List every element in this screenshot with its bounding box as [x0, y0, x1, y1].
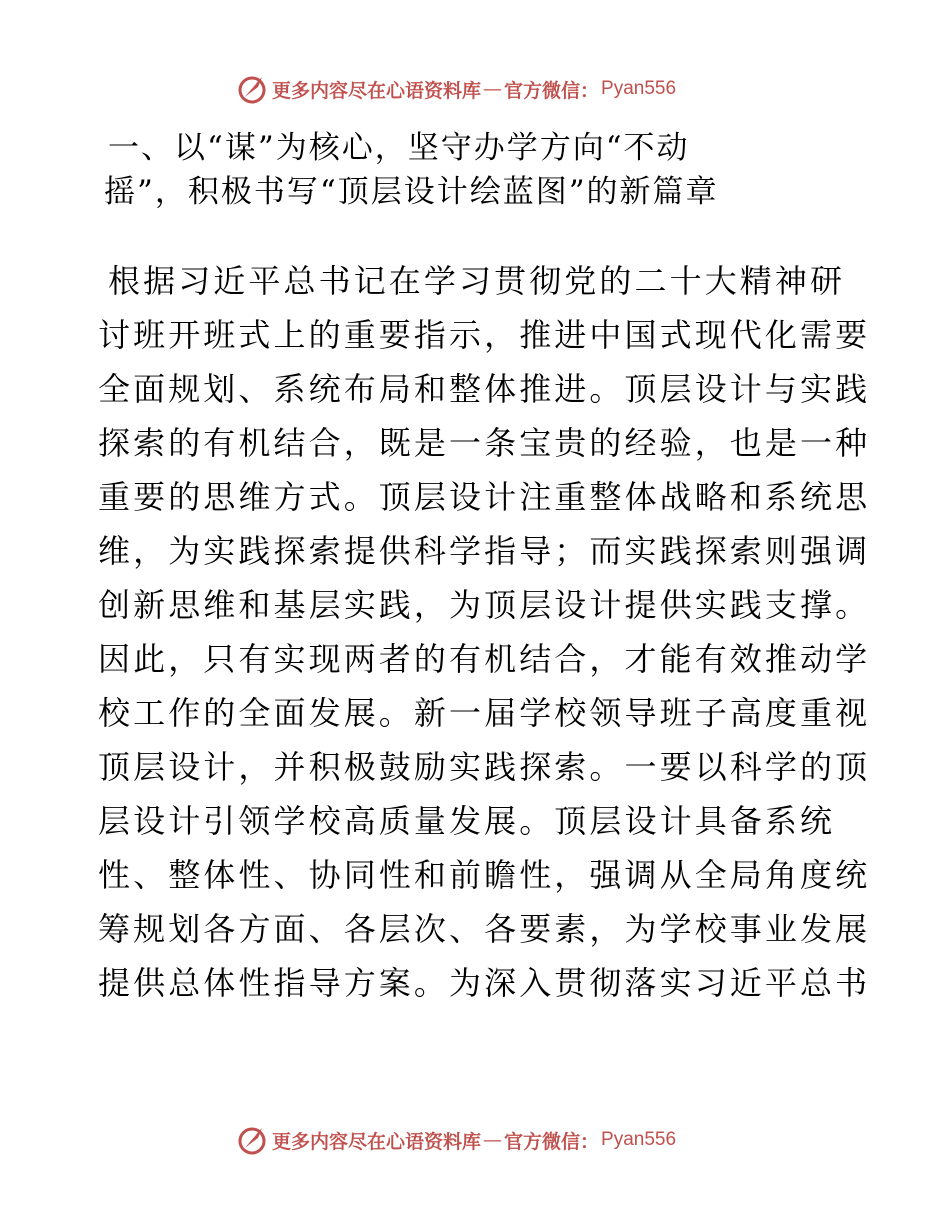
watermark-banner-top	[236, 72, 676, 106]
heading-line: 一、以“谋”为核心，坚守办学方向“不动	[108, 130, 690, 166]
body-line: 顶层设计，并积极鼓励实践探索。一要以科学的顶	[98, 748, 871, 786]
heading-line: 摇”，积极书写“顶层设计绘蓝图”的新篇章	[104, 174, 719, 210]
body-line: 性、整体性、协同性和前瞻性，强调从全局角度统	[98, 856, 871, 894]
body-line: 校工作的全面发展。新一届学校领导班子高度重视	[98, 694, 871, 732]
quill-logo-icon	[236, 73, 268, 105]
watermark-separator: —	[483, 1129, 503, 1151]
body-line: 根据习近平总书记在学习贯彻党的二十大精神研	[108, 262, 846, 300]
body-line: 全面规划、系统布局和整体推进。顶层设计与实践	[98, 370, 871, 408]
section-heading	[104, 126, 808, 214]
watermark-account: Pyan556	[601, 78, 677, 99]
body-line: 创新思维和基层实践，为顶层设计提供实践支撑。	[98, 586, 871, 624]
quill-logo-icon	[236, 1124, 268, 1156]
watermark-account: Pyan556	[601, 1129, 677, 1150]
body-line: 层设计引领学校高质量发展。顶层设计具备系统	[98, 802, 836, 840]
watermark-separator: —	[483, 78, 503, 100]
body-line: 筹规划各方面、各层次、各要素，为学校事业发展	[98, 910, 871, 948]
body-paragraph	[98, 254, 871, 1010]
watermark-wechat-label: 官方微信：	[504, 1130, 600, 1153]
watermark-banner-bottom	[236, 1123, 676, 1157]
watermark-title: 更多内容尽在心语资料库	[272, 1130, 482, 1153]
watermark-title: 更多内容尽在心语资料库	[272, 79, 482, 102]
body-line: 探索的有机结合，既是一条宝贵的经验，也是一种	[98, 424, 871, 462]
watermark-wechat-label: 官方微信：	[504, 79, 600, 102]
body-line: 因此，只有实现两者的有机结合，才能有效推动学	[98, 640, 871, 678]
body-line: 维，为实践探索提供科学指导；而实践探索则强调	[98, 532, 871, 570]
body-line: 讨班开班式上的重要指示，推进中国式现代化需要	[98, 316, 871, 354]
body-line: 重要的思维方式。顶层设计注重整体战略和系统思	[98, 478, 871, 516]
body-line: 提供总体性指导方案。为深入贯彻落实习近平总书	[98, 964, 871, 1002]
